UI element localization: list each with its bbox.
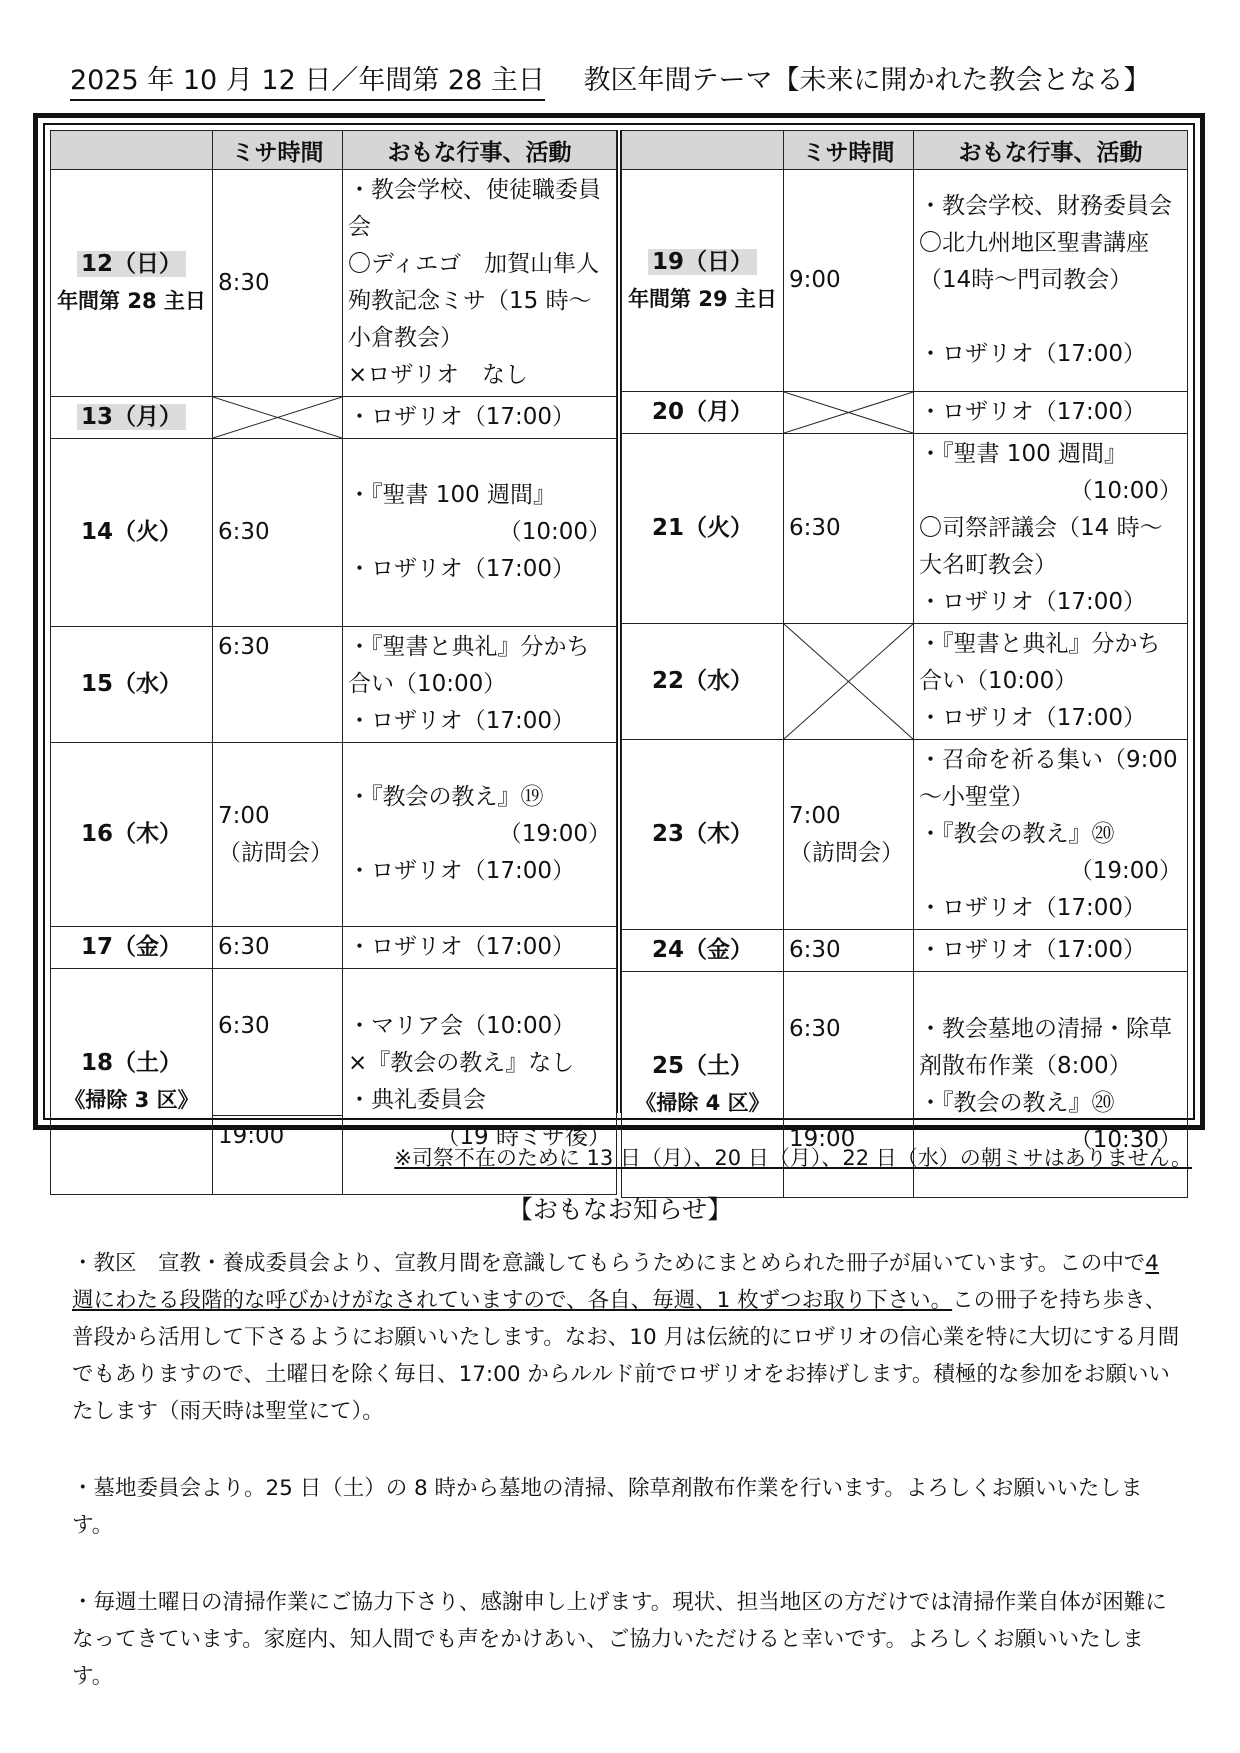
- schedule-week-2: [621, 130, 1188, 1153]
- mass-time-evening: 19:00: [784, 1118, 913, 1160]
- activity-line: ・ロザリオ（17:00）: [348, 556, 576, 582]
- schedule-week-1: [50, 130, 621, 1150]
- header-mass-time: ミサ時間: [213, 131, 343, 170]
- activity-line: ・召命を祈る集い（9:00～小聖堂） ・『教会の教え』⑳: [919, 747, 1178, 847]
- activity-line: ・教会墓地の清掃・除草剤散布作業（8:00） ・『教会の教え』⑳: [919, 1015, 1172, 1116]
- no-mass-cross: [784, 624, 914, 740]
- header-blank: [622, 131, 784, 170]
- day-label: 24（金）: [651, 937, 753, 963]
- day-label: 19（日）: [648, 249, 757, 275]
- notice-underlined: 4 週にわたる段階的な呼びかけがなされていますので、各自、毎週、1 枚ずつお取り下さい。: [72, 1251, 1159, 1313]
- day-label: 20（月）: [651, 399, 753, 425]
- mass-time: 7:00 （訪問会）: [213, 743, 343, 927]
- mass-time: 6:30: [213, 627, 343, 743]
- day-sub: 年間第 29 主日: [628, 286, 777, 311]
- activity-time: （19 時ミサ後）: [436, 1123, 611, 1150]
- activities: ・ロザリオ（17:00）: [914, 392, 1188, 434]
- activity-line: ・『聖書 100 週間』: [919, 441, 1128, 467]
- no-mass-cross: [784, 392, 914, 434]
- day-sub: 年間第 28 主日: [57, 289, 206, 313]
- table-row: [51, 627, 617, 743]
- table-row: [51, 439, 617, 627]
- table-row: [51, 170, 617, 397]
- table-row: [622, 930, 1188, 972]
- table-row: [51, 743, 617, 927]
- day-label: 13（月）: [77, 404, 186, 430]
- header-blank: [51, 131, 213, 170]
- activities: ・ロザリオ（17:00）: [914, 930, 1188, 972]
- activity-line: ・教会学校、財務委員会 〇北九州地区聖書講座（14時～門司教会）: [919, 193, 1172, 293]
- activities: ・ロザリオ（17:00）: [343, 397, 617, 439]
- table-row: [622, 392, 1188, 434]
- day-label: 14（火）: [80, 519, 182, 545]
- mass-time-evening: 19:00: [213, 1115, 342, 1157]
- table-row: [51, 397, 617, 439]
- day-sub: 《掃除 4 区》: [635, 1090, 770, 1115]
- table-row: [622, 740, 1188, 930]
- day-label: 15（水）: [80, 671, 182, 697]
- notice-cleaning: ・毎週土曜日の清掃作業にご協力下さり、感謝申し上げます。現状、担当地区の方だけでは清掃作業自体が困難になってきています。家庭内、知人間でも声をかけあい、ご協力いただけると幸いです。よろしくお願いいたします。: [72, 1590, 1167, 1689]
- header-activities: おもな行事、活動: [343, 131, 617, 170]
- activity-time: （10:00）: [1069, 478, 1182, 504]
- day-label: 16（木）: [80, 821, 182, 847]
- diocese-theme: 教区年間テーマ【未来に開かれた教会となる】: [583, 65, 1151, 96]
- activities: ・ロザリオ（17:00）: [343, 927, 617, 969]
- activities: ・『聖書と典礼』分かち合い（10:00） ・ロザリオ（17:00）: [343, 627, 617, 743]
- day-label: 18（土）: [80, 1049, 182, 1076]
- activities: ・教会学校、使徒職委員会 〇ディエゴ 加賀山隼人殉教記念ミサ（15 時～小倉教会） ×ロザリオ なし: [343, 170, 617, 397]
- notice-cemetery: ・墓地委員会より。25 日（土）の 8 時から墓地の清掃、除草剤散布作業を行います。よろしくお願いいたします。: [72, 1476, 1143, 1538]
- mass-time: 6:30: [213, 927, 343, 969]
- day-label: 17（金）: [80, 934, 182, 960]
- activity-time: （10:00）: [498, 519, 611, 545]
- activity-line: ・マリア会（10:00） ×『教会の教え』なし ・典礼委員会: [348, 1012, 576, 1113]
- mass-time: 9:00: [784, 170, 914, 392]
- activity-line: ・ロザリオ（17:00）: [919, 895, 1147, 921]
- date-line: 2025 年 10 月 12 日／年間第 28 主日: [70, 58, 545, 101]
- mass-time: 7:00 （訪問会）: [784, 740, 914, 930]
- notices-title: 【おもなお知らせ】: [507, 1195, 733, 1224]
- activity-line: 〇司祭評議会（14 時～大名町教会） ・ロザリオ（17:00）: [919, 515, 1163, 615]
- mass-time: 6:30: [784, 930, 914, 972]
- table-row: [51, 927, 617, 969]
- activity-line: ・『教会の教え』⑲: [348, 784, 544, 810]
- schedule-table-right: [621, 130, 1188, 1198]
- activity-line: ・ロザリオ（17:00）: [919, 341, 1147, 367]
- no-morning-mass-note: ※司祭不在のために 13 日（月）、20 日（月）、22 日（水）の朝ミサはありません。: [394, 1146, 1192, 1170]
- activity-time: （19:00）: [498, 821, 611, 847]
- page-header: [70, 58, 1170, 104]
- mass-time: 8:30: [213, 170, 343, 397]
- table-row: [622, 170, 1188, 392]
- notice-mission-booklet: ・教区 宣教・養成委員会より、宣教月間を意識してもらうためにまとめられた冊子が届いています。この中で4 週にわたる段階的な呼びかけがなされていますので、各自、毎週、1 枚ずつお取り下さい。この冊子を持ち歩き、普段から活用して下さるようにお願いいたします。なお、10 月は伝統的にロザリオの信心業を特に大切にする月間でもありますので、土曜日を除く毎日、17:00 からルルド前でロザリオをお捧げします。積極的な参加をお願いいたします（雨天時は聖堂にて）。: [72, 1251, 1180, 1424]
- header-activities: おもな行事、活動: [914, 131, 1188, 170]
- table-row: [622, 434, 1188, 624]
- day-sub: 《掃除 3 区》: [64, 1087, 199, 1112]
- activity-time: （19:00）: [1069, 858, 1182, 884]
- schedule-table-left: [50, 130, 617, 1195]
- activity-line: ・ロザリオ（17:00）: [348, 858, 576, 884]
- activity-time: （10:30）: [1069, 1126, 1182, 1153]
- mass-time: 6:30: [784, 434, 914, 624]
- day-label: 12（日）: [77, 251, 186, 277]
- day-label: 23（木）: [651, 821, 753, 847]
- day-label: 25（土）: [651, 1052, 753, 1079]
- activities: ・『聖書と典礼』分かち合い（10:00） ・ロザリオ（17:00）: [914, 624, 1188, 740]
- table-row: [622, 624, 1188, 740]
- mass-time: 6:30: [789, 1016, 841, 1042]
- mass-time: 6:30: [213, 439, 343, 627]
- day-label: 21（火）: [651, 515, 753, 541]
- schedule-frame: [33, 113, 1205, 1153]
- day-label: 22（水）: [651, 668, 753, 694]
- mass-time: 6:30: [218, 1013, 270, 1039]
- activity-line: ・『聖書 100 週間』: [348, 482, 557, 508]
- no-mass-cross: [213, 397, 343, 439]
- header-mass-time: ミサ時間: [784, 131, 914, 170]
